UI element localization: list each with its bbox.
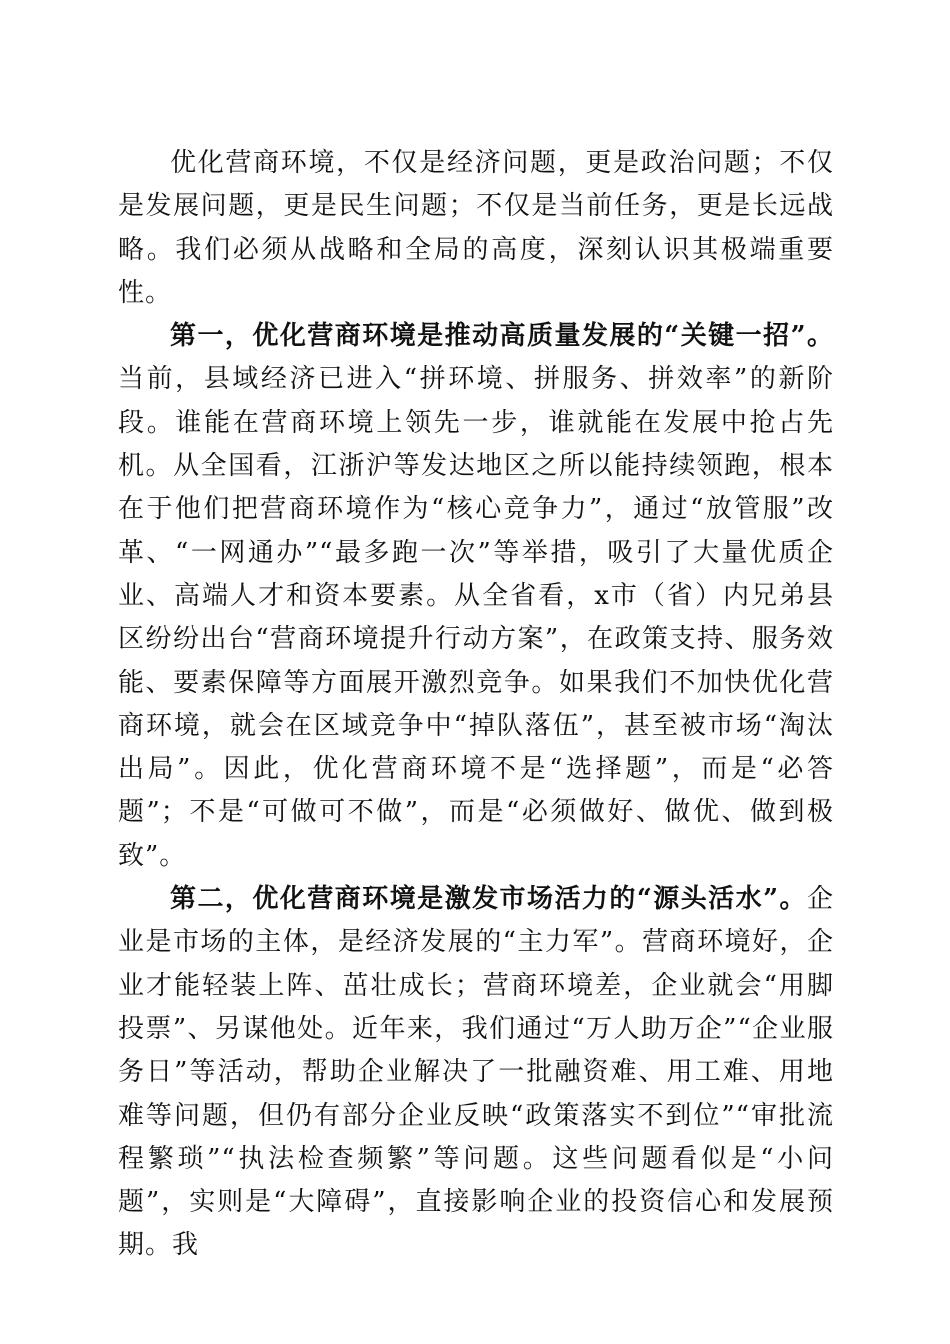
paragraph-first-point xyxy=(118,315,834,878)
paragraph-second-point-heading: 第二，优化营商环境是激发市场活力的“源头活水”。 xyxy=(170,884,807,915)
paragraph-first-point-heading: 第一，优化营商环境是推动高质量发展的“关键一招”。 xyxy=(170,321,834,352)
paragraph-intro-body: 优化营商环境，不仅是经济问题，更是政治问题；不仅是发展问题，更是民生问题；不仅是当前任务，更是长远战略。我们必须从战略和全局的高度，深刻认识其极端重要性。 xyxy=(118,148,834,308)
paragraph-intro xyxy=(118,142,834,315)
document-page xyxy=(118,142,834,1268)
paragraph-second-point-body: 企业是市场的主体，是经济发展的“主力军”。营商环境好，企业才能轻装上阵、茁壮成长；营商环境差，企业就会“用脚投票”、另谋他处。近年来，我们通过“万人助万企”“企业服务日”等活动，帮助企业解决了一批融资难、用工难、用地难等问题，但仍有部分企业反映“政策落实不到位”“审批流程繁琐”“执法检查频繁”等问题。这些问题看似是“小问题”，实则是“大障碍”，直接影响企业的投资信心和发展预期。我 xyxy=(118,884,834,1261)
paragraph-second-point xyxy=(118,878,834,1268)
paragraph-first-point-body: 当前，县域经济已进入“拼环境、拼服务、拼效率”的新阶段。谁能在营商环境上领先一步，谁就能在发展中抢占先机。从全国看，江浙沪等发达地区之所以能持续领跑，根本在于他们把营商环境作为“核心竞争力”，通过“放管服”改革、“一网通办”“最多跑一次”等举措，吸引了大量优质企业、高端人才和资本要素。从全省看，x市（省）内兄弟县区纷纷出台“营商环境提升行动方案”，在政策支持、服务效能、要素保障等方面展开激烈竞争。如果我们不加快优化营商环境，就会在区域竞争中“掉队落伍”，甚至被市场“淘汰出局”。因此，优化营商环境不是“选择题”，而是“必答题”；不是“可做可不做”，而是“必须做好、做优、做到极致”。 xyxy=(118,364,834,871)
